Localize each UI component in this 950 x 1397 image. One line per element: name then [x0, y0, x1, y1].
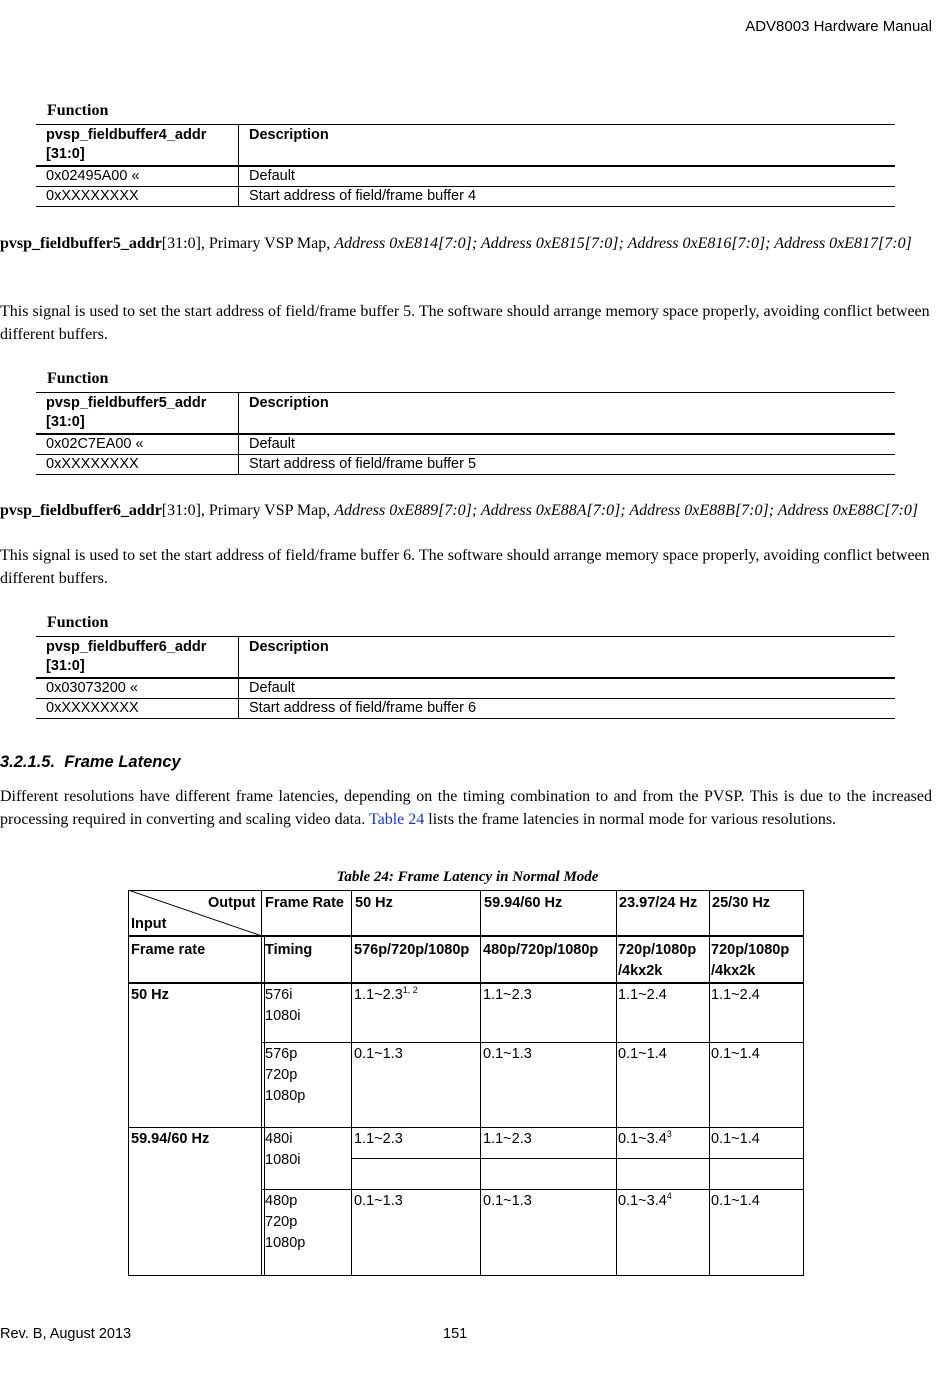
document-header: ADV8003 Hardware Manual: [745, 18, 932, 35]
default-description: Default: [239, 166, 896, 187]
column-header-description: Description: [239, 125, 896, 167]
input-timing: 576p: [265, 1046, 298, 1062]
section-heading: 3.2.1.5. Frame Latency: [0, 753, 181, 771]
fieldbuffer6-table: [36, 636, 895, 719]
custom-description: Start address of field/frame buffer 6: [239, 699, 896, 719]
table-24-link[interactable]: Table 24: [368, 811, 425, 828]
output-timing-24hz: 720p/1080p /4kx2k: [618, 942, 697, 979]
input-timing: 576i: [265, 987, 293, 1003]
buffer5-description: This signal is used to set the start address of field/frame buffer 5. The software should arrange memory space properly, avoiding conflict between different buffers.: [0, 303, 930, 343]
default-description: Default: [239, 434, 896, 455]
custom-value: 0xXXXXXXXX: [36, 455, 239, 475]
column-header-register: pvsp_fieldbuffer4_addr [31:0]: [36, 125, 239, 167]
input-timing-cell: [265, 1044, 305, 1107]
frame-rate-header: Frame Rate: [265, 895, 344, 911]
input-timing-cell: [265, 985, 300, 1027]
input-timing: 480i: [265, 1131, 293, 1147]
latency-value: 1.1~2.3: [354, 1131, 403, 1147]
signal-name: pvsp_fieldbuffer5_addr: [0, 235, 162, 252]
latency-value: 0.1~1.3: [354, 1193, 403, 1209]
custom-value: 0xXXXXXXXX: [36, 699, 239, 719]
column-header-register: pvsp_fieldbuffer6_addr [31:0]: [36, 637, 239, 679]
signal-address: Address 0xE814[7:0]; Address 0xE815[7:0]; Address 0xE816[7:0]; Address 0xE817[7:0]: [334, 235, 912, 252]
output-timing-60hz: 480p/720p/1080p: [483, 942, 599, 958]
fieldbuffer4-table: [36, 124, 895, 207]
input-timing-cell: [265, 1191, 305, 1254]
latency-value: 1.1~2.3$^{1, 2}$: [354, 985, 418, 1003]
corner-input-label: Input: [131, 916, 167, 932]
latency-value: 0.1~1.4: [711, 1131, 760, 1147]
custom-description: Start address of field/frame buffer 4: [239, 187, 896, 207]
input-timing: 720p: [265, 1214, 298, 1230]
latency-value: 0.1~1.3: [483, 1046, 532, 1062]
function-table-title: Function: [47, 102, 109, 119]
latency-value: 0.1~1.3: [354, 1046, 403, 1062]
latency-value: 0.1~1.4: [711, 1193, 760, 1209]
table-caption: Table 24: Frame Latency in Normal Mode: [336, 869, 599, 885]
footnote-ref: 3: [666, 1129, 672, 1139]
output-rate-50hz: 50 Hz: [355, 895, 393, 911]
signal-map: , Primary VSP Map,: [200, 235, 335, 252]
signal-definition-buffer5: [0, 232, 935, 255]
function-table-title: Function: [47, 370, 109, 387]
input-timing: 480p: [265, 1193, 298, 1209]
latency-value: 1.1~2.3: [483, 987, 532, 1003]
signal-address: Address 0xE889[7:0]; Address 0xE88A[7:0]; Address 0xE88B[7:0]; Address 0xE88C[7:0]: [334, 502, 919, 519]
corner-output-label: Output: [208, 895, 256, 911]
output-timing-50hz: 576p/720p/1080p: [354, 942, 470, 958]
latency-value: 0.1~1.3: [483, 1193, 532, 1209]
input-rate-60hz: 59.94/60 Hz: [131, 1131, 210, 1147]
signal-definition-buffer6: [0, 499, 935, 522]
input-rate-50hz: 50 Hz: [131, 987, 169, 1003]
latency-value: 1.1~2.4: [618, 987, 667, 1003]
column-header-description: Description: [239, 637, 896, 679]
paragraph-text: lists the frame latencies in normal mode for various resolutions.: [428, 811, 837, 828]
timing-header: Timing: [265, 942, 313, 958]
footer-revision: Rev. B, August 2013: [0, 1326, 132, 1342]
frame-latency-table: [128, 890, 804, 1276]
input-timing: 1080i: [265, 1152, 301, 1168]
footnote-ref: 4: [666, 1191, 672, 1201]
signal-name: pvsp_fieldbuffer6_addr: [0, 502, 162, 519]
input-timing: 1080p: [265, 1088, 306, 1104]
column-header-description: Description: [239, 393, 896, 435]
default-value: 0x02495A00 «: [36, 166, 239, 187]
input-timing: 720p: [265, 1067, 298, 1083]
input-timing: 1080i: [265, 1008, 301, 1024]
input-timing-cell: [265, 1129, 300, 1171]
default-value: 0x03073200 «: [36, 678, 239, 699]
output-rate-24hz: 23.97/24 Hz: [619, 895, 698, 911]
page-number: 151: [443, 1326, 468, 1342]
latency-value: 0.1~1.4: [618, 1046, 667, 1062]
output-rate-60hz: 59.94/60 Hz: [484, 895, 563, 911]
latency-value: $0.1\sim 3.4^4$: [618, 1191, 672, 1209]
function-table-title: Function: [47, 614, 109, 631]
signal-map: , Primary VSP Map,: [200, 502, 335, 519]
column-header-register: pvsp_fieldbuffer5_addr [31:0]: [36, 393, 239, 435]
buffer6-description: This signal is used to set the start address of field/frame buffer 6. The software should arrange memory space properly, avoiding conflict between different buffers.: [0, 547, 930, 587]
output-timing-30hz: 720p/1080p /4kx2k: [711, 942, 790, 979]
latency-value: 1.1~2.3: [483, 1131, 532, 1147]
default-value: 0x02C7EA00 «: [36, 434, 239, 455]
paragraph-text: Different resolutions have different frame latencies, depending on the timing combination to and from the PVSP. This is due to the increased processing required in converting and scaling video data.: [0, 788, 932, 828]
input-frame-rate-header: Frame rate: [131, 942, 206, 958]
frame-latency-paragraph: [0, 785, 932, 831]
latency-value: $0.1\sim 3.4^3$: [618, 1129, 672, 1147]
input-timing: 1080p: [265, 1235, 306, 1251]
fieldbuffer5-table: [36, 392, 895, 475]
default-description: Default: [239, 678, 896, 699]
signal-bits: [31:0]: [161, 235, 201, 252]
custom-description: Start address of field/frame buffer 5: [239, 455, 896, 475]
latency-value: 0.1~1.4: [711, 1046, 760, 1062]
footnote-ref: 1, 2: [402, 985, 418, 995]
signal-bits: [31:0]: [161, 502, 201, 519]
latency-value: 1.1~2.4: [711, 987, 760, 1003]
output-rate-30hz: 25/30 Hz: [712, 895, 771, 911]
custom-value: 0xXXXXXXXX: [36, 187, 239, 207]
